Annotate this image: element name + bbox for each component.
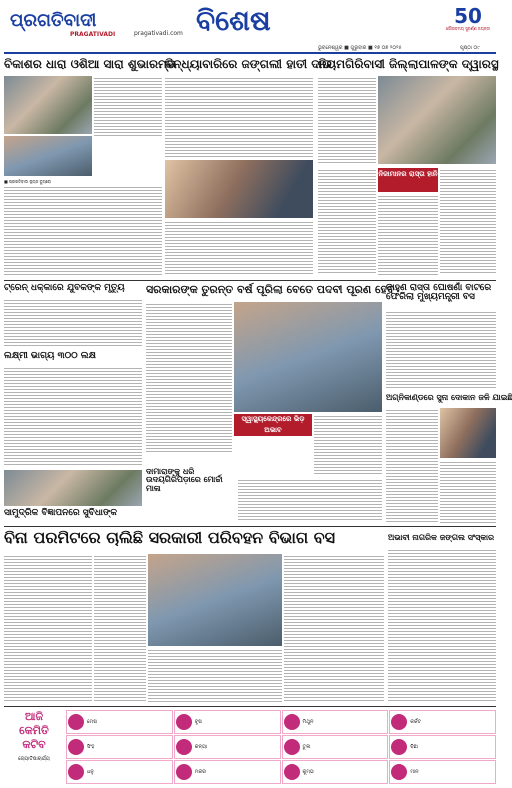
article-3-col-right	[440, 168, 496, 275]
article-1-body	[94, 76, 162, 138]
section-title: ବିଶେଷ	[196, 4, 271, 37]
article-9-photo	[440, 408, 496, 458]
sign-name: କର୍କଟ	[410, 719, 422, 725]
sign-cell[interactable]	[282, 710, 389, 734]
zodiac-icon	[284, 764, 300, 780]
sign-name: ମେଷ	[87, 719, 97, 725]
website-label: pragativadi.com	[134, 30, 183, 37]
article-9-body	[386, 408, 438, 523]
zodiac-icon	[68, 739, 84, 755]
article-12-body-3	[148, 648, 282, 702]
article-11-photo	[4, 470, 142, 506]
sign-cell[interactable]	[389, 735, 496, 759]
sign-name: ବୃଷ	[194, 719, 202, 725]
sign-name: ମକର	[194, 769, 206, 775]
article-3-body	[318, 76, 376, 164]
article-12-body-2	[94, 554, 146, 702]
zodiac-icon	[391, 739, 407, 755]
article-6-photo	[234, 302, 382, 412]
article-7-headline[interactable]: ସ୍ୱାସ୍ଥ୍ୟକେନ୍ଦ୍ରରେ ଭିଡ଼ ଅଭାବ	[234, 414, 312, 436]
sign-cell[interactable]	[174, 735, 281, 759]
sign-cell[interactable]	[174, 760, 281, 784]
sign-name: କନ୍ୟା	[194, 744, 208, 750]
article-6-headline[interactable]: ସରକାରଙ୍କ ତୁରନ୍ତ ବର୍ଷ ପୂରିଲା ବେତେ ପଦବୀ ପୂରଣ ହେବ	[146, 283, 395, 296]
article-4-headline[interactable]: ଟ୍ରେନ୍ ଧକ୍କାରେ ଯୁବକଙ୍କ ମୃତ୍ୟୁ	[4, 283, 125, 293]
sign-name: ସିଂହ	[87, 744, 95, 750]
horoscope-byline: ଜ୍ୟୋତିଷାଚାର୍ଯ୍ୟ	[18, 756, 50, 762]
article-3-sidebar-body	[378, 194, 438, 275]
sign-name: କୁମ୍ଭ	[302, 769, 314, 775]
row-divider-2	[4, 526, 496, 527]
horoscope-title-2: କେମିତି	[19, 724, 49, 737]
badge-text: ଗୌରବମୟ ସୁବର୍ଣ୍ଣ ଜୟନ୍ତୀ	[446, 26, 491, 31]
zodiac-icon	[176, 764, 192, 780]
zodiac-icon	[284, 739, 300, 755]
sign-cell[interactable]	[174, 710, 281, 734]
article-10-body	[238, 478, 382, 522]
row-divider-1	[4, 280, 496, 281]
article-5-body	[4, 366, 142, 466]
article-5-headline[interactable]: ଲକ୍ଷ୍ମୀ ଭାଗ୍ୟ ୩୦୦ ଲକ୍ଷ	[4, 351, 96, 361]
zodiac-icon	[391, 764, 407, 780]
sign-name: ମିଥୁନ	[302, 719, 314, 725]
sign-name: ମୀନ	[410, 769, 419, 775]
article-2-body	[165, 76, 313, 158]
article-12-headline[interactable]: ବିନା ପରମିଟରେ ଚାଲିଛି ସରକାରୀ ପରିବହନ ବିଭାଗ ବସ	[4, 528, 336, 547]
article-12-photo	[148, 554, 282, 646]
article-11-headline[interactable]: ସାମୁଦ୍ରିକ ବିଜ୍ଞାପନରେ ସୁବିଧାଙ୍କ	[4, 508, 118, 518]
sign-name: ତୁଳା	[302, 744, 311, 750]
horoscope-grid	[66, 710, 496, 784]
article-1-photo-2	[4, 136, 92, 176]
article-13-headline[interactable]: ଅଭାବୀ ନାଗରିକ ଜଙ୍ଗଲ ସଂସ୍କାର	[388, 533, 495, 542]
zodiac-icon	[284, 714, 300, 730]
article-3-headline[interactable]: ନିୟମଗିରିବାସୀ ଜିଲ୍ଲାପାଳଙ୍କ ଦ୍ୱାରସ୍ଥ	[318, 57, 499, 71]
horoscope-title-1: ଆଜି	[24, 710, 44, 723]
sign-name: ଧନୁ	[87, 769, 94, 775]
article-1-headline[interactable]: ବିକାଶର ଧାରା ଓଶିଆ ସାରା ଶୁଭାରମ୍ଭ	[4, 57, 177, 71]
zodiac-icon	[68, 764, 84, 780]
sign-name: ବିଛା	[410, 744, 418, 750]
article-13-body	[388, 548, 496, 702]
masthead-logo[interactable]	[10, 10, 128, 38]
logo-text: ପ୍ରଗତିବାଦୀ	[10, 10, 97, 31]
dateline: ଭୁବନେଶ୍ୱର ■ ଗୁରୁବାର ■ ୧୭ ୦୭ ୨୦୨୫	[318, 45, 402, 51]
sign-cell[interactable]	[282, 735, 389, 759]
article-6-body-cont	[314, 414, 382, 474]
article-8-body	[386, 310, 496, 390]
article-12-body-4	[284, 554, 384, 702]
page-label: ପୃଷ୍ଠା ୦୯	[460, 45, 480, 51]
article-12-body	[4, 554, 92, 702]
zodiac-icon	[176, 714, 192, 730]
sign-cell[interactable]	[66, 760, 173, 784]
article-1-body-cont	[4, 185, 162, 275]
article-8-headline[interactable]: ଡାହୁଣ ରାସ୍ତା ଘୋଷଣାଁ ବାଟରେ ଫେରିଲା ମୁଖ୍ୟମନ୍ତ୍ରୀ ବସ	[386, 283, 492, 303]
article-3-body-cont	[318, 168, 376, 275]
sign-cell[interactable]	[66, 735, 173, 759]
sign-cell[interactable]	[389, 760, 496, 784]
article-4-body	[4, 298, 142, 348]
anniversary-badge	[446, 6, 490, 36]
row-divider-3	[4, 706, 496, 707]
masthead-rule	[4, 52, 496, 54]
sign-cell[interactable]	[66, 710, 173, 734]
article-1-dateline: ■ ପ୍ରଗତିବାଦୀ ନ୍ୟୁଜ ବ୍ୟୁରୋ	[4, 179, 51, 184]
article-2-photo	[165, 160, 313, 218]
article-6-body	[146, 302, 232, 452]
article-1-photo	[4, 76, 92, 134]
article-9-headline[interactable]: ଅଗ୍ନିକାଣ୍ଡରେ ସୁନା ଦୋକାନ ଜଳି ଯାଇଛି	[386, 393, 512, 402]
article-3-photo	[378, 76, 496, 164]
article-10-headline[interactable]: ଦାମାରାଙ୍କୁ ଧରି ଉଦୟଗିରିପଡ଼ାରେ ମୋର୍ଚ୍ଚା ମାଳା	[146, 467, 223, 493]
badge-number: 50	[454, 4, 482, 28]
article-3-sidebar-title: ନିଜାମାନର ରାସ୍ତା ହାନି	[378, 168, 438, 192]
article-2-body-cont	[165, 220, 313, 275]
horoscope-title-box	[4, 710, 64, 784]
logo-subtext: PRAGATIVADI	[70, 31, 116, 38]
zodiac-icon	[176, 739, 192, 755]
article-9-body-cont	[440, 460, 496, 523]
sign-cell[interactable]	[282, 760, 389, 784]
zodiac-icon	[68, 714, 84, 730]
sign-cell[interactable]	[389, 710, 496, 734]
horoscope-title-3: କଟିବ	[22, 738, 46, 751]
zodiac-icon	[391, 714, 407, 730]
article-2-headline[interactable]: ବିନ୍ଧ୍ୟାବାରିରେ ଜଙ୍ଗଲୀ ହାତୀ ଦାଉ	[165, 57, 333, 71]
